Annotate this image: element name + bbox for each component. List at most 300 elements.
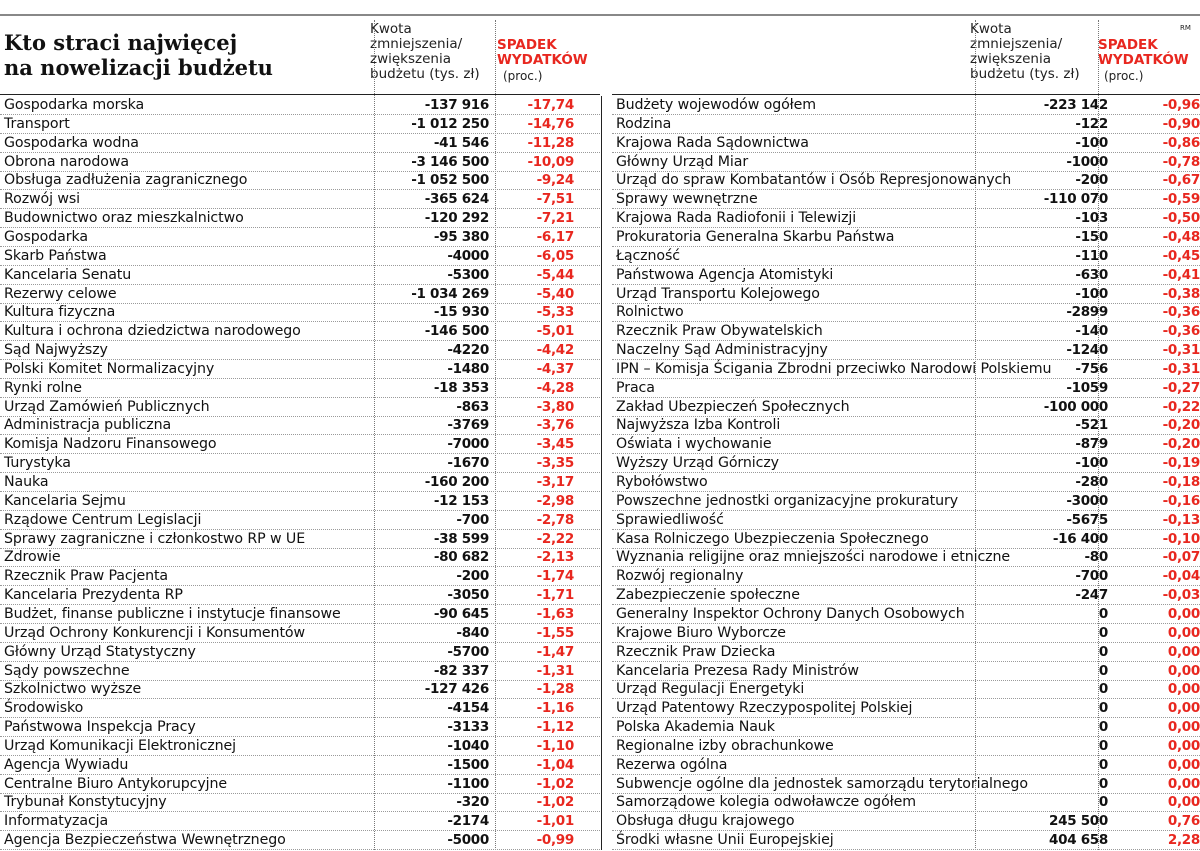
table-row [0,190,600,209]
table-row [0,775,600,794]
table-row [0,756,600,775]
row-amount: -320 [456,794,489,811]
row-amount: -863 [456,398,489,415]
row-percent: -0,96 [1162,97,1200,113]
row-percent: -7,21 [536,210,574,227]
row-name: Sądy powszechne [4,662,130,679]
row-name: Nauka [4,474,49,490]
row-percent: -4,42 [536,342,574,359]
row-name: Budownictwo oraz mieszkalnictwo [4,210,244,227]
table-row [612,341,1200,360]
row-amount: -630 [1075,266,1108,283]
row-percent: -4,28 [536,379,574,396]
table-row [0,416,600,435]
table-row [612,718,1200,737]
row-amount: 0 [1098,756,1108,773]
row-percent: -11,28 [527,134,574,151]
row-percent: -3,76 [536,417,574,434]
row-amount: -150 [1075,228,1108,245]
row-name: Wyznania religijne oraz mniejszości narodowe i etniczne [616,549,1011,566]
row-percent: -5,40 [536,285,574,302]
row-name: Administracja publiczna [4,417,172,434]
row-amount: -103 [1075,210,1108,227]
row-name: Urząd Transportu Kolejowego [616,285,820,302]
row-amount: -247 [1075,587,1108,604]
row-amount: -4220 [447,342,489,359]
row-percent: 0,00 [1167,719,1200,736]
table-row [0,398,600,417]
table-row [0,303,600,322]
row-amount: -160 200 [424,474,489,490]
table-row [0,699,600,718]
row-name: Powszechne jednostki organizacyjne prokuratury [616,492,958,509]
row-name: Agencja Wywiadu [4,756,129,773]
credit-label: RM [1180,24,1191,32]
row-name: Gospodarka [4,228,88,245]
row-amount: -4154 [447,700,489,717]
row-percent: -1,63 [536,605,574,622]
row-percent: -0,78 [1162,153,1200,170]
row-amount: -82 337 [433,662,489,679]
row-percent: -1,71 [536,587,574,604]
row-name: Oświata i wychowanie [616,436,772,453]
row-percent: -0,16 [1162,492,1200,509]
row-name: Regionalne izby obrachunkowe [616,737,834,754]
row-name: Zakład Ubezpieczeń Społecznych [616,398,850,415]
row-name: Krajowe Biuro Wyborcze [616,624,786,641]
table-row [0,643,600,662]
row-percent: -0,86 [1162,134,1200,151]
row-percent: -0,45 [1162,247,1200,264]
row-amount: -1 034 269 [411,285,489,302]
row-amount: -4000 [447,247,489,264]
row-amount: -5700 [447,643,489,660]
row-percent: -0,67 [1162,172,1200,189]
row-name: Polska Akademia Nauk [616,719,775,736]
row-amount: -5300 [447,266,489,283]
row-percent: 0,00 [1167,605,1200,622]
spadek-column-header-left: SPADEK WYDATKÓW [497,37,588,68]
row-percent: -3,35 [536,455,574,472]
row-percent: -0,20 [1162,436,1200,453]
row-amount: -122 [1075,115,1108,132]
row-percent: -0,20 [1162,417,1200,434]
table-row [0,360,600,379]
table-row [0,209,600,228]
table-row [612,209,1200,228]
row-amount: -3133 [447,719,489,736]
row-percent: 0,00 [1167,643,1200,660]
table-row [612,266,1200,285]
table-row [612,586,1200,605]
row-percent: 0,00 [1167,681,1200,698]
table-row [0,624,600,643]
row-name: Kasa Rolniczego Ubezpieczenia Społecznego [616,530,929,547]
row-percent: -0,03 [1162,587,1200,604]
row-percent: -0,10 [1162,530,1200,547]
row-name: Rynki rolne [4,379,82,396]
row-name: Skarb Państwa [4,247,107,264]
row-name: Rezerwy celowe [4,285,117,302]
row-percent: -5,44 [536,266,574,283]
row-name: Urząd Patentowy Rzeczypospolitej Polskiej [616,700,913,717]
row-percent: -1,02 [536,775,574,792]
row-percent: -1,55 [536,624,574,641]
row-name: Sprawy wewnętrzne [616,191,758,208]
row-percent: -0,38 [1162,285,1200,302]
table-row [0,511,600,530]
row-name: Sprawiedliwość [616,511,724,528]
amount-column-header-left: Kwota zmniejszenia/ zwiększenia budżetu (tys. zł) [370,21,480,82]
row-amount: 0 [1098,700,1108,717]
table-row [612,228,1200,247]
row-amount: -5675 [1066,511,1108,528]
table-row [612,737,1200,756]
row-amount: -15 930 [433,304,489,321]
table-row [0,473,600,492]
row-percent: 0,00 [1167,737,1200,754]
row-percent: -2,13 [536,549,574,566]
row-amount: -3769 [447,417,489,434]
row-amount: -80 [1084,549,1108,566]
row-name: Subwencje ogólne dla jednostek samorządu terytorialnego [616,775,1028,792]
row-percent: -10,09 [527,153,574,170]
table-row [612,643,1200,662]
header-rule-left [0,94,600,95]
row-percent: 0,00 [1167,756,1200,773]
row-amount: -280 [1075,474,1108,490]
table-row [0,548,600,567]
row-name: Sąd Najwyższy [4,342,108,359]
table-row [0,680,600,699]
row-name: Urząd do spraw Kombatantów i Osób Represjonowanych [616,172,1012,189]
row-name: Obsługa długu krajowego [616,813,795,830]
row-percent: -0,59 [1162,191,1200,208]
row-percent: -1,12 [536,719,574,736]
row-percent: -2,78 [536,511,574,528]
row-name: Urząd Komunikacji Elektronicznej [4,737,237,754]
table-row [0,605,600,624]
table-row [0,492,600,511]
row-name: Krajowa Rada Radiofonii i Telewizji [616,210,857,227]
row-percent: -0,07 [1162,549,1200,566]
row-name: Wyższy Urząd Górniczy [616,455,779,472]
row-amount: 0 [1098,681,1108,698]
row-name: Najwyższa Izba Kontroli [616,417,781,434]
row-amount: -223 142 [1043,97,1108,113]
row-name: Rozwój regionalny [616,568,744,585]
row-percent: -3,45 [536,436,574,453]
row-percent: -3,17 [536,474,574,490]
row-name: Rzecznik Praw Dziecka [616,643,776,660]
row-percent: 0,00 [1167,775,1200,792]
row-name: Gospodarka wodna [4,134,139,151]
row-percent: -0,90 [1162,115,1200,132]
table-row [612,435,1200,454]
row-percent: -1,16 [536,700,574,717]
row-amount: 0 [1098,775,1108,792]
table-row [612,96,1200,115]
proc-label-left: (proc.) [503,69,543,83]
row-amount: -100 [1075,455,1108,472]
row-amount: -756 [1075,360,1108,377]
table-row [0,379,600,398]
table-row [0,586,600,605]
table-row [612,548,1200,567]
table-row [612,812,1200,831]
table-row [0,115,600,134]
row-name: Praca [616,379,655,396]
row-name: Rzecznik Praw Pacjenta [4,568,169,585]
row-name: Państwowa Inspekcja Pracy [4,719,196,736]
row-amount: -3050 [447,587,489,604]
row-amount: -365 624 [424,191,489,208]
table-row [0,567,600,586]
row-amount: 245 500 [1049,813,1108,830]
table-row [612,473,1200,492]
row-name: Rządowe Centrum Legislacji [4,511,202,528]
table-row [612,492,1200,511]
row-percent: 0,00 [1167,700,1200,717]
row-amount: -1100 [447,775,489,792]
row-name: Centralne Biuro Antykorupcyjne [4,775,228,792]
table-row [612,775,1200,794]
row-percent: -2,22 [536,530,574,547]
row-amount: -12 153 [433,492,489,509]
spadek-column-header-right: SPADEK WYDATKÓW [1098,37,1189,68]
row-percent: 0,00 [1167,624,1200,641]
row-name: Budżety wojewodów ogółem [616,97,816,113]
row-name: Krajowa Rada Sądownictwa [616,134,809,151]
panel-separator [601,96,602,850]
row-name: Transport [4,115,70,132]
table-row [612,662,1200,681]
row-percent: -6,17 [536,228,574,245]
row-name: Kultura fizyczna [4,304,116,321]
row-amount: -110 [1075,247,1108,264]
row-percent: -0,36 [1162,323,1200,340]
row-percent: -6,05 [536,247,574,264]
row-name: Kancelaria Prezesa Rady Ministrów [616,662,859,679]
row-percent: 0,00 [1167,662,1200,679]
table-row [0,812,600,831]
row-percent: -1,01 [536,813,574,830]
table-row [612,756,1200,775]
row-name: Informatyzacja [4,813,109,830]
row-amount: 404 658 [1049,832,1108,849]
title-line-1: Kto straci najwięcej [4,30,238,55]
row-amount: -140 [1075,323,1108,340]
row-percent: -0,19 [1162,455,1200,472]
table-row [0,341,600,360]
table-row [612,398,1200,417]
row-name: Turystyka [4,455,71,472]
table-row [612,831,1200,850]
row-amount: -38 599 [433,530,489,547]
table-row [612,454,1200,473]
table-row [612,360,1200,379]
table-row [0,662,600,681]
row-name: Urząd Zamówień Publicznych [4,398,210,415]
row-percent: -17,74 [527,97,574,113]
table-row [612,134,1200,153]
table-row [0,831,600,850]
row-name: Komisja Nadzoru Finansowego [4,436,217,453]
row-amount: -1 052 500 [411,172,489,189]
row-name: Kancelaria Sejmu [4,492,126,509]
row-amount: -110 070 [1043,191,1108,208]
row-percent: -0,27 [1162,379,1200,396]
table-row [0,322,600,341]
row-amount: -100 [1075,285,1108,302]
row-percent: -1,47 [536,643,574,660]
row-percent: 0,76 [1167,813,1200,830]
row-name: Agencja Bezpieczeństwa Wewnętrznego [4,832,286,849]
row-amount: -146 500 [424,323,489,340]
row-amount: -18 353 [433,379,489,396]
table-row [0,793,600,812]
row-name: Szkolnictwo wyższe [4,681,142,698]
row-amount: -700 [456,511,489,528]
row-amount: -1480 [447,360,489,377]
row-name: Rybołówstwo [616,474,708,490]
row-percent: -2,98 [536,492,574,509]
row-amount: -80 682 [433,549,489,566]
table-row [612,605,1200,624]
row-percent: -1,04 [536,756,574,773]
row-name: Rozwój wsi [4,191,81,208]
row-percent: -0,48 [1162,228,1200,245]
row-percent: -0,22 [1162,398,1200,415]
row-name: Środowisko [4,700,84,717]
row-amount: -700 [1075,568,1108,585]
table-row [0,171,600,190]
row-amount: -200 [1075,172,1108,189]
row-name: Budżet, finanse publiczne i instytucje finansowe [4,605,341,622]
table-row [0,96,600,115]
table-title [4,30,273,80]
table-row [612,171,1200,190]
row-percent: -1,31 [536,662,574,679]
row-percent: -0,36 [1162,304,1200,321]
row-name: Sprawy zagraniczne i członkostwo RP w UE [4,530,306,547]
amount-column-header-right: Kwota zmniejszenia/ zwiększenia budżetu (tys. zł) [970,21,1080,82]
table-row [0,134,600,153]
header-rule-right [612,94,1200,95]
table-row [612,379,1200,398]
row-name: Rezerwa ogólna [616,756,728,773]
row-percent: -0,31 [1162,360,1200,377]
row-name: Środki własne Unii Europejskiej [616,832,834,849]
row-amount: -1040 [447,737,489,754]
table-row [612,793,1200,812]
row-percent: -0,99 [536,832,574,849]
title-line-2: na nowelizacji budżetu [4,55,273,80]
table-row [612,416,1200,435]
table-row [612,680,1200,699]
row-percent: -0,13 [1162,511,1200,528]
row-amount: -137 916 [424,97,489,113]
row-name: IPN – Komisja Ścigania Zbrodni przeciwko Narodowi Polskiemu [616,360,1052,377]
row-amount: 0 [1098,719,1108,736]
row-amount: -127 426 [424,681,489,698]
table-row [0,285,600,304]
table-row [0,737,600,756]
row-name: Samorządowe kolegia odwoławcze ogółem [616,794,916,811]
row-rule [0,849,600,850]
row-name: Kancelaria Prezydenta RP [4,587,183,604]
row-percent: -4,37 [536,360,574,377]
row-amount: -3 146 500 [411,153,489,170]
table-row [0,247,600,266]
row-percent: -0,18 [1162,474,1200,490]
row-name: Obrona narodowa [4,153,129,170]
row-percent: -0,04 [1162,568,1200,585]
row-amount: 0 [1098,624,1108,641]
row-amount: -41 546 [433,134,489,151]
row-name: Prokuratoria Generalna Skarbu Państwa [616,228,895,245]
row-percent: 2,28 [1167,832,1200,849]
row-amount: -521 [1075,417,1108,434]
table-row [612,115,1200,134]
table-row [612,699,1200,718]
row-amount: -3000 [1066,492,1108,509]
row-amount: -1500 [447,756,489,773]
row-amount: -2899 [1066,304,1108,321]
row-name: Urząd Ochrony Konkurencji i Konsumentów [4,624,305,641]
table-row [0,530,600,549]
table-row [612,247,1200,266]
row-percent: -9,24 [536,172,574,189]
row-name: Polski Komitet Normalizacyjny [4,360,215,377]
row-amount: -1 012 250 [411,115,489,132]
row-name: Rolnictwo [616,304,684,321]
row-name: Gospodarka morska [4,97,145,113]
table-row [612,303,1200,322]
row-amount: -879 [1075,436,1108,453]
row-percent: -5,01 [536,323,574,340]
row-percent: -14,76 [527,115,574,132]
row-percent: -1,74 [536,568,574,585]
row-amount: -2174 [447,813,489,830]
table-row [0,718,600,737]
row-percent: 0,00 [1167,794,1200,811]
table-row [0,435,600,454]
row-percent: -7,51 [536,191,574,208]
table-row [612,285,1200,304]
row-name: Urząd Regulacji Energetyki [616,681,805,698]
row-amount: -120 292 [424,210,489,227]
row-name: Państwowa Agencja Atomistyki [616,266,834,283]
table-row [0,153,600,172]
row-amount: -1059 [1066,379,1108,396]
row-percent: -0,50 [1162,210,1200,227]
row-name: Generalny Inspektor Ochrony Danych Osobowych [616,605,965,622]
row-name: Kultura i ochrona dziedzictwa narodowego [4,323,301,340]
row-amount: -840 [456,624,489,641]
table-row [0,228,600,247]
table-row [612,567,1200,586]
row-percent: -3,80 [536,398,574,415]
row-percent: -1,10 [536,737,574,754]
row-name: Główny Urząd Statystyczny [4,643,196,660]
row-name: Trybunał Konstytucyjny [4,794,167,811]
table-row [612,190,1200,209]
table-row [612,153,1200,172]
row-amount: -200 [456,568,489,585]
table-row [0,454,600,473]
table-row [612,511,1200,530]
